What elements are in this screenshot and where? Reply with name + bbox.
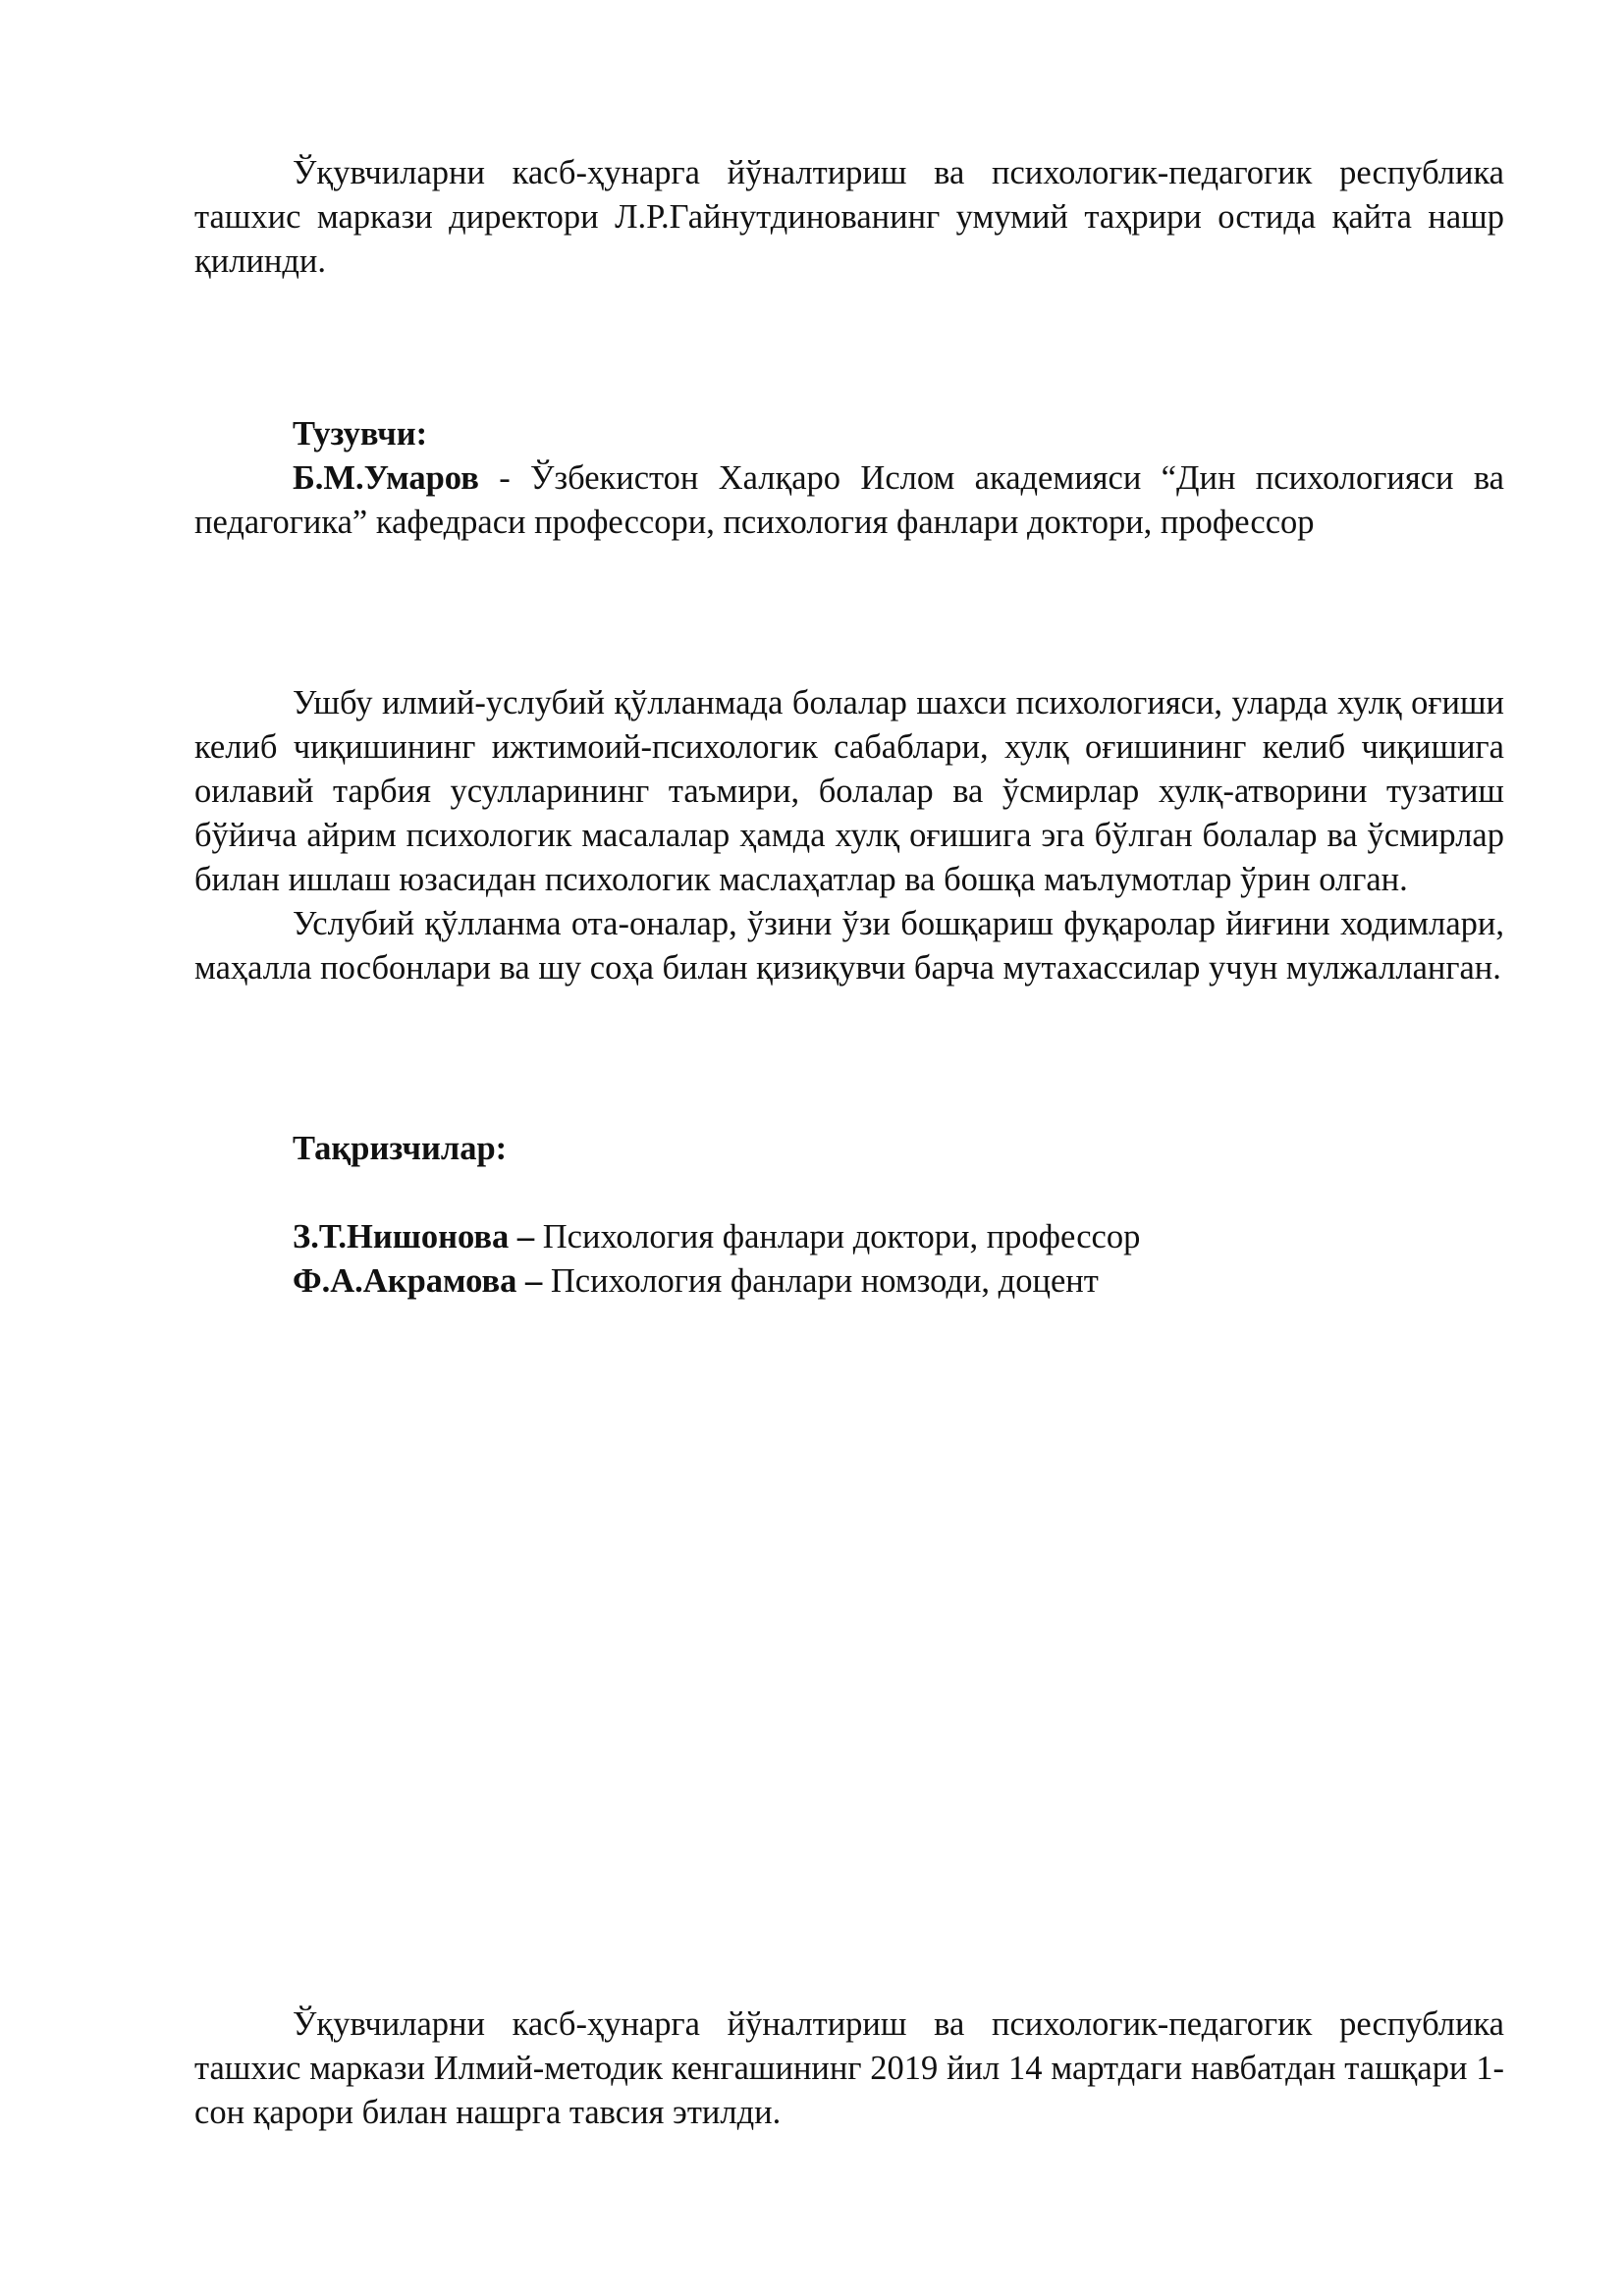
reviewer-dash: – bbox=[516, 1262, 551, 1300]
intro-block bbox=[194, 151, 1504, 284]
reviewer-title: Психология фанлари номзоди, доцент bbox=[550, 1262, 1099, 1300]
abstract-paragraph-2: Услубий қўлланма ота-оналар, ўзини ўзи бошқариш фуқаролар йиғини ходимлари, маҳалла посбонлари ва шу соҳа билан қизиқувчи барча мутахассилар учун мулжалланган. bbox=[194, 905, 1504, 987]
reviewer-entry bbox=[194, 1215, 1504, 1259]
reviewer-title: Психология фанлари доктори, профессор bbox=[542, 1218, 1141, 1255]
compiler-block bbox=[194, 412, 1504, 545]
reviewers-block bbox=[194, 1127, 1504, 1304]
compiler-separator: - bbox=[478, 459, 531, 497]
reviewers-heading: Тақризчилар: bbox=[293, 1130, 508, 1167]
compiler-name: Б.М.Умаров bbox=[293, 459, 479, 497]
compiler-heading: Тузувчи: bbox=[293, 415, 428, 453]
reviewer-dash: – bbox=[509, 1218, 543, 1255]
compiler-description: Ўзбекистон Халқаро Ислом академияси “Дин психологияси ва педагогика” кафедраси профессори, психология фанлари доктори, профессор bbox=[194, 459, 1504, 541]
reviewer-entry bbox=[194, 1259, 1504, 1304]
reviewer-name: З.Т.Нишонова bbox=[293, 1218, 510, 1255]
recommendation-block bbox=[194, 2002, 1504, 2135]
abstract-block bbox=[194, 681, 1504, 990]
compiler-entry bbox=[194, 456, 1504, 545]
reviewer-name: Ф.А.Акрамова bbox=[293, 1262, 517, 1300]
intro-paragraph: Ўқувчиларни касб-ҳунарга йўналтириш ва психологик-педагогик республика ташхис маркази директори Л.Р.Гайнутдинованинг умумий таҳрири остида қайта нашр қилинди. bbox=[194, 154, 1504, 280]
abstract-paragraph-1: Ушбу илмий-услубий қўлланмада болалар шахси психологияси, уларда хулқ оғиши келиб чиқишининг ижтимоий-психологик сабаблари, хулқ оғишининг келиб чиқишига оилавий тарбия усулларининг таъмири, болалар ва ўсмирлар хулқ-атворини тузатиш бўйича айрим психологик масалалар ҳамда хулқ оғишига эга бўлган болалар ва ўсмирлар билан ишлаш юзасидан психологик маслаҳатлар ва бошқа маълумотлар ўрин олган. bbox=[194, 684, 1504, 898]
recommendation-paragraph: Ўқувчиларни касб-ҳунарга йўналтириш ва психологик-педагогик республика ташхис маркази Илмий-методик кенгашининг 2019 йил 14 мартдаги навбатдан ташқари 1-сон қарори билан нашрга тавсия этилди. bbox=[194, 2005, 1504, 2131]
